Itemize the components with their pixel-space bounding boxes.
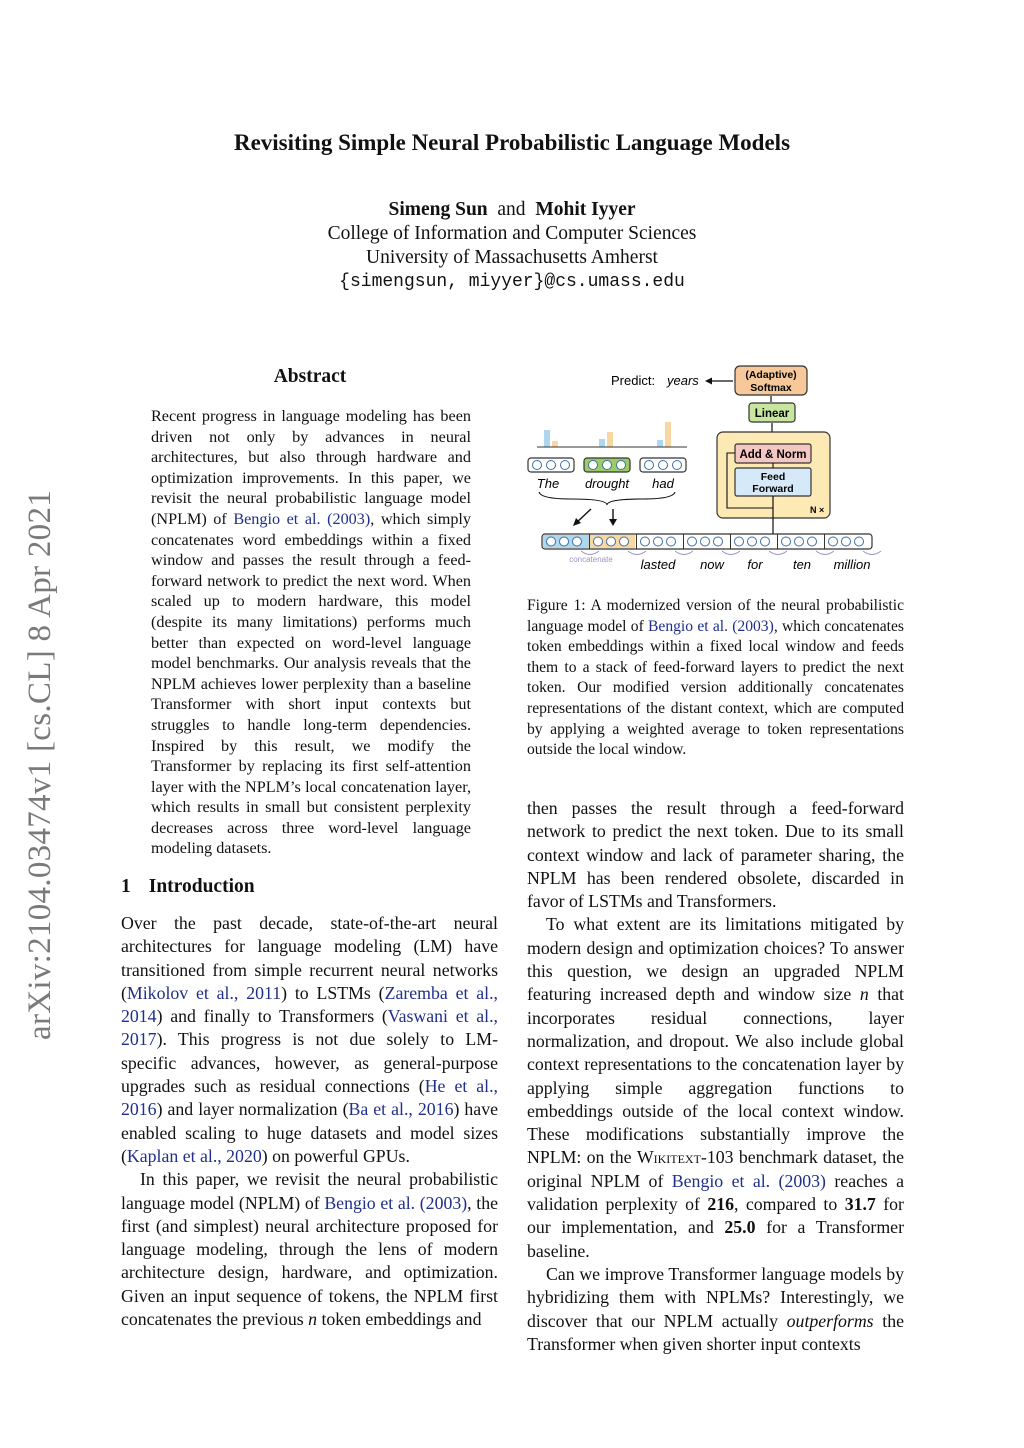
abstract-part-1: Recent progress in language modeling has been driven not only by advances in neural architectures, but also through hardware and optimization improvements. In this paper, we revisit the neural probabilistic language model (NPLM) of <box>151 407 471 528</box>
affiliation-2: University of Massachusetts Amherst <box>366 247 658 268</box>
intro-paragraph-3: then passes the result through a feed-forward network to predict the next token. Due to its small context window and lack of parameter sharing, the NPLM has been rendered obsolete, discarded in favor of LSTMs and Transformers. <box>527 798 904 912</box>
intro-paragraph-2 <box>121 1168 498 1331</box>
citation-link[interactable]: Bengio et al. (2003) <box>648 617 774 635</box>
hist-bar <box>607 432 613 447</box>
text-span: ) and finally to Transformers ( <box>156 1006 388 1027</box>
hist-bar <box>657 440 663 447</box>
embedding-unit <box>829 537 838 546</box>
embedding-unit <box>688 537 697 546</box>
predict-label: Predict: <box>611 373 656 388</box>
context-histogram <box>537 422 687 447</box>
arrowhead <box>609 519 617 526</box>
embedding-unit <box>594 537 603 546</box>
perplexity-value: 31.7 <box>844 1194 876 1215</box>
embedding-unit <box>589 461 598 470</box>
embedding-unit <box>573 537 582 546</box>
arxiv-identifier: arXiv:2104.03474v1 [cs.CL] 8 Apr 2021 <box>22 489 58 1040</box>
author-email: {simengsun, miyyer}@cs.umass.edu <box>339 272 685 292</box>
predict-word: years <box>667 373 699 388</box>
citation-link[interactable]: Ba et al., 2016 <box>348 1099 454 1120</box>
citation-link[interactable]: Kaplan et al., 2020 <box>126 1145 262 1166</box>
affiliation-1: College of Information and Computer Sciences <box>327 223 697 244</box>
figure-1-caption <box>527 596 904 761</box>
softmax-label: (Adaptive) <box>745 369 797 381</box>
text-span: , compared to <box>734 1194 845 1215</box>
author-block <box>0 198 1024 294</box>
text-span: ) and layer normalization ( <box>156 1099 349 1120</box>
text-span: , the first (and simplest) neural architecture proposed for language modeling, through the lens of modern architecture design, hardware, and optimization. Given an input sequence of tokens, the NPLM first concatenates the previous <box>121 1192 498 1330</box>
author-and: and <box>497 199 526 220</box>
word-top: The <box>536 476 560 491</box>
math-n: n <box>308 1309 318 1330</box>
section-heading-introduction <box>121 876 273 898</box>
text-span: the Transformer when given shorter input contexts <box>527 1310 904 1354</box>
math-n: n <box>859 984 869 1005</box>
embedding-unit <box>735 537 744 546</box>
word-bottom: lasted <box>640 557 676 572</box>
text-span: ) to LSTMs ( <box>281 982 385 1003</box>
text-span: ) on powerful GPUs. <box>261 1145 410 1166</box>
text-span: ). This progress is not due solely to LM-specific advances, however, as general-purpose upgrades such as residual connections ( <box>121 1029 498 1097</box>
softmax-label-2: Softmax <box>750 382 792 394</box>
text-span: To what extent are its limitations mitigated by modern design and optimization choices? To answer this question, we design an upgraded NPLM featuring increased depth and window size <box>527 914 904 1005</box>
concat-input-row <box>542 534 881 555</box>
figure-1 <box>527 362 907 587</box>
abstract-citation-year[interactable]: (2003) <box>327 509 371 528</box>
intro-column-right <box>527 797 904 1356</box>
text-span: token embeddings and <box>317 1309 482 1330</box>
embedding-unit <box>761 537 770 546</box>
author-1: Simeng Sun <box>388 199 488 220</box>
hist-bar <box>552 441 558 447</box>
text-span: Over the past decade, state-of-the-art neural architectures for language modeling (LM) have transitioned from simple recurrent neural networks ( <box>121 913 498 1003</box>
concat-label: concatenate <box>569 555 613 564</box>
predict-arrowhead <box>705 378 712 385</box>
text-span: Figure 1: A modernized version of the neural probabilistic language model of <box>527 597 904 635</box>
embedding-unit <box>855 537 864 546</box>
citation-link[interactable]: He et al., 2016 <box>121 1076 498 1120</box>
author-2: Mohit Iyyer <box>535 199 636 220</box>
figure-1-diagram <box>527 362 907 582</box>
embedding-unit <box>547 537 556 546</box>
intro-paragraph-1 <box>121 912 498 1168</box>
hist-bar <box>599 439 605 447</box>
dataset-name: Wikitext <box>636 1147 701 1168</box>
word-bottom: now <box>700 557 724 572</box>
concat-arc <box>675 551 693 555</box>
abstract-part-2: , which simply concatenates word embeddings within a fixed window and passes the result through a feed-forward network to predict the next word. When scaled up to modern hardware, this model (despite its many limitations) performs much better than expected on word-level language model benchmarks. Our analysis reveals that the NPLM achieves lower perplexity than a baseline Transformer with short input contexts but struggles to handle long-term dependencies. Inspired by this result, we modify the Transformer by replacing its first self-attention layer with the NPLM’s local concatenation layer, which results in small but consistent perplexity decreases across three word-level language modeling datasets. <box>151 509 472 858</box>
text-span: reaches a validation perplexity of <box>527 1170 904 1215</box>
concat-arc <box>816 551 834 555</box>
distant-embeddings <box>528 458 686 472</box>
word-bottom: million <box>833 557 871 572</box>
citation-link[interactable]: Bengio et al. (2003) <box>324 1192 468 1213</box>
hist-bar <box>544 430 550 447</box>
embedding-unit <box>748 537 757 546</box>
text-span: In this paper, we revisit the neural probabilistic language model (NPLM) of <box>121 1169 498 1213</box>
word-bottom: for <box>747 557 763 572</box>
embedding-unit <box>641 537 650 546</box>
citation-link[interactable]: Zaremba et al., 2014 <box>121 982 498 1027</box>
hist-bar <box>665 422 671 447</box>
linear-label: Linear <box>754 408 790 420</box>
embedding-unit <box>560 537 569 546</box>
perplexity-value: 216 <box>707 1194 734 1215</box>
ff-label-2: Forward <box>752 483 794 495</box>
intro-paragraph-4 <box>527 913 904 1262</box>
text-span: Can we improve Transformer language models by hybridizing them with NPLMs? Interestingly, we discover that our NPLM actually <box>527 1263 904 1331</box>
embedding-unit <box>603 461 612 470</box>
intro-paragraph-5 <box>527 1263 904 1356</box>
concat-arc <box>628 551 646 555</box>
text-span: for a Transformer baseline. <box>527 1217 904 1261</box>
text-span: , which concatenates token embeddings within a fixed local window and feeds them to a stack of feed-forward layers to predict the next token. Our modified version additionally concatenates representations of the distant context, which are computed by applying a weighted average to token representations outside the local window. <box>527 617 904 759</box>
section-title: Introduction <box>148 876 255 897</box>
embedding-unit <box>795 537 804 546</box>
text-span: ) have enabled scaling to huge datasets and model sizes ( <box>121 1099 498 1166</box>
abstract-heading: Abstract <box>273 366 347 387</box>
concat-arc <box>722 551 740 555</box>
embedding-unit <box>701 537 710 546</box>
text-span: for our implementation, and <box>527 1194 904 1238</box>
citation-link[interactable]: Bengio et al. (2003) <box>671 1170 826 1191</box>
embedding-unit <box>654 537 663 546</box>
embedding-unit <box>808 537 817 546</box>
abstract-text <box>151 406 471 859</box>
embedding-unit <box>782 537 791 546</box>
concat-arc <box>581 551 599 555</box>
embedding-unit <box>714 537 723 546</box>
embedding-unit <box>842 537 851 546</box>
perplexity-value: 25.0 <box>724 1217 756 1238</box>
citation-link[interactable]: Mikolov et al., 2011 <box>126 982 282 1003</box>
word-top: drought <box>584 476 630 491</box>
embedding-unit <box>607 537 616 546</box>
ff-label-1: Feed <box>760 471 786 483</box>
embedding-unit <box>617 461 626 470</box>
word-top: had <box>652 476 674 491</box>
paper-title: Revisiting Simple Neural Probabilistic Language Models <box>233 130 791 155</box>
concat-arc <box>769 551 787 555</box>
concat-arc <box>863 551 881 555</box>
grouping-brace <box>539 492 675 505</box>
section-number: 1 <box>121 876 131 897</box>
dataset-number: -103 <box>700 1147 734 1168</box>
text-span: benchmark dataset, the original NPLM of <box>527 1147 904 1191</box>
text-span: that incorporates residual connections, layer normalization, and dropout. We also include global context representations to the concatenation layer by applying simple aggregation functions to embeddings outside of the local context window. These modifications substantially improve the NPLM: on the <box>527 984 905 1168</box>
nx-label: N × <box>810 505 825 515</box>
addnorm-label: Add & Norm <box>739 449 807 461</box>
word-bottom: ten <box>792 557 812 572</box>
abstract-citation-link[interactable]: Bengio et al. <box>233 509 321 528</box>
citation-link[interactable]: Vaswani et al., 2017 <box>121 1006 498 1050</box>
intro-column-left <box>121 912 498 1331</box>
emphasis: outperforms <box>786 1310 874 1331</box>
embedding-unit <box>620 537 629 546</box>
embedding-unit <box>667 537 676 546</box>
